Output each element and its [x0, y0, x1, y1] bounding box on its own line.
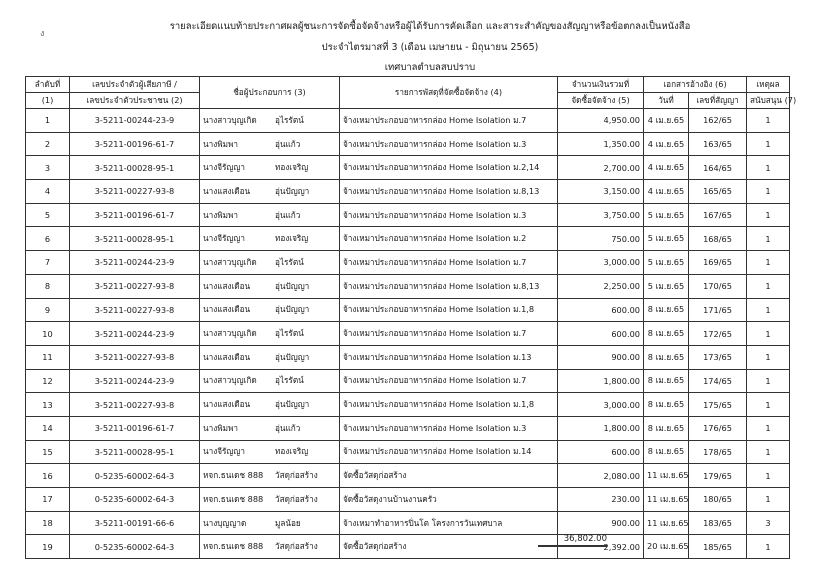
- vendor-name: [200, 464, 340, 488]
- table-row: [26, 322, 790, 346]
- vendor-first-name: นางสาวบุญเกิด: [203, 114, 257, 125]
- vendor-name: [200, 345, 340, 369]
- tax-id: 3-5211-00028-95-1: [70, 227, 200, 251]
- reference-date: 5 เม.ย.65: [644, 251, 689, 275]
- amount: 3,150.00: [558, 180, 644, 204]
- row-number: 14: [26, 416, 70, 440]
- reference-date: 5 เม.ย.65: [644, 203, 689, 227]
- item-description: จ้างเหมาประกอบอาหารกล่อง Home Isolation ม.7: [340, 251, 558, 275]
- item-description: จ้างเหมาทำอาหารปิ่นโต โครงการวันเทศบาล: [340, 511, 558, 535]
- col-no-header: ลำดับที่: [26, 77, 70, 93]
- reason-code: 1: [747, 345, 790, 369]
- table-body: [26, 109, 790, 559]
- vendor-name: [200, 180, 340, 204]
- table-row: [26, 440, 790, 464]
- item-description: จ้างเหมาประกอบอาหารกล่อง Home Isolation ม.3: [340, 203, 558, 227]
- contract-number: 170/65: [689, 274, 747, 298]
- row-number: 5: [26, 203, 70, 227]
- amount: 4,950.00: [558, 109, 644, 133]
- row-number: 7: [26, 251, 70, 275]
- table-row: [26, 109, 790, 133]
- table-row: [26, 369, 790, 393]
- reason-code: 1: [747, 274, 790, 298]
- col-reason-subheader: สนับสนุน (7): [747, 93, 790, 109]
- reference-date: 5 เม.ย.65: [644, 274, 689, 298]
- item-description: จ้างเหมาประกอบอาหารกล่อง Home Isolation ม.3: [340, 416, 558, 440]
- vendor-first-name: นางแสงเดือน: [203, 304, 251, 315]
- procurement-table: [25, 76, 797, 559]
- reference-date: 20 เม.ย.65: [644, 535, 689, 559]
- tax-id: 0-5235-60002-64-3: [70, 488, 200, 512]
- row-number: 11: [26, 345, 70, 369]
- row-number: 12: [26, 369, 70, 393]
- vendor-name: [200, 440, 340, 464]
- vendor-last-name: อุไรรัตน์: [275, 256, 304, 267]
- vendor-last-name: อุ่นแก้ว: [275, 209, 301, 220]
- col-contract-header: เลขที่สัญญา: [689, 93, 747, 109]
- reason-code: 1: [747, 156, 790, 180]
- item-description: จ้างเหมาประกอบอาหารกล่อง Home Isolation ม.7: [340, 322, 558, 346]
- item-description: จ้างเหมาประกอบอาหารกล่อง Home Isolation ม.1,8: [340, 298, 558, 322]
- reference-date: 5 เม.ย.65: [644, 227, 689, 251]
- reference-date: 4 เม.ย.65: [644, 156, 689, 180]
- row-number: 2: [26, 132, 70, 156]
- vendor-name: [200, 535, 340, 559]
- reason-code: 1: [747, 227, 790, 251]
- reference-date: 8 เม.ย.65: [644, 393, 689, 417]
- vendor-first-name: นางบุญญาด: [203, 517, 247, 528]
- vendor-name: [200, 322, 340, 346]
- item-description: จ้างเหมาประกอบอาหารกล่อง Home Isolation ม.2: [340, 227, 558, 251]
- table-row: [26, 156, 790, 180]
- item-description: จ้างเหมาประกอบอาหารกล่อง Home Isolation ม.13: [340, 345, 558, 369]
- amount: 2,080.00: [558, 464, 644, 488]
- reason-code: 1: [747, 180, 790, 204]
- contract-number: 164/65: [689, 156, 747, 180]
- contract-number: 162/65: [689, 109, 747, 133]
- vendor-last-name: อุไรรัตน์: [275, 375, 304, 386]
- col-taxid-header: เลขประจำตัวผู้เสียภาษี /: [70, 77, 200, 93]
- col-taxid-subheader: เลขประจำตัวประชาชน (2): [70, 93, 200, 109]
- amount: 1,800.00: [558, 369, 644, 393]
- table-row: [26, 251, 790, 275]
- col-amount-subheader: จัดซื้อจัดจ้าง (5): [558, 93, 644, 109]
- vendor-first-name: นางพิมพา: [203, 422, 238, 433]
- tax-id: 3-5211-00191-66-6: [70, 511, 200, 535]
- contract-number: 174/65: [689, 369, 747, 393]
- vendor-last-name: อุ่นแก้ว: [275, 138, 301, 149]
- amount: 600.00: [558, 322, 644, 346]
- grand-total: 36,802.00: [538, 534, 607, 547]
- vendor-last-name: ทองเจริญ: [275, 233, 309, 244]
- contract-number: 176/65: [689, 416, 747, 440]
- tax-id: 3-5211-00227-93-8: [70, 298, 200, 322]
- vendor-first-name: นางพิมพา: [203, 209, 238, 220]
- item-description: จ้างเหมาประกอบอาหารกล่อง Home Isolation ม.8,13: [340, 180, 558, 204]
- contract-number: 178/65: [689, 440, 747, 464]
- table-row: [26, 464, 790, 488]
- contract-number: 165/65: [689, 180, 747, 204]
- vendor-name: [200, 416, 340, 440]
- vendor-name: [200, 109, 340, 133]
- contract-number: 185/65: [689, 535, 747, 559]
- reason-code: 1: [747, 416, 790, 440]
- amount: 2,392.00: [558, 535, 644, 559]
- reason-code: 1: [747, 322, 790, 346]
- vendor-name: [200, 156, 340, 180]
- vendor-last-name: ทองเจริญ: [275, 446, 309, 457]
- tax-id: 3-5211-00227-93-8: [70, 345, 200, 369]
- amount: 3,750.00: [558, 203, 644, 227]
- col-reason-header: เหตุผล: [747, 77, 790, 93]
- reference-date: 8 เม.ย.65: [644, 345, 689, 369]
- tax-id: 3-5211-00196-61-7: [70, 132, 200, 156]
- item-description: จ้างเหมาประกอบอาหารกล่อง Home Isolation ม.7: [340, 109, 558, 133]
- reason-code: 3: [747, 511, 790, 535]
- vendor-last-name: อุ่นปัญญา: [275, 351, 310, 362]
- vendor-name: [200, 251, 340, 275]
- vendor-name: [200, 298, 340, 322]
- reference-date: 11 เม.ย.65: [644, 464, 689, 488]
- contract-number: 172/65: [689, 322, 747, 346]
- reference-date: 8 เม.ย.65: [644, 369, 689, 393]
- vendor-first-name: นางแสงเดือน: [203, 185, 251, 196]
- vendor-first-name: หจก.ธนเดช 888: [203, 493, 264, 504]
- row-number: 13: [26, 393, 70, 417]
- tax-id: 0-5235-60002-64-3: [70, 464, 200, 488]
- vendor-last-name: อุ่นแก้ว: [275, 422, 301, 433]
- vendor-name: [200, 488, 340, 512]
- col-item-header: รายการพัสดุที่จัดซื้อจัดจ้าง (4): [340, 77, 558, 109]
- table-row: [26, 227, 790, 251]
- reason-code: 1: [747, 464, 790, 488]
- reason-code: 1: [747, 109, 790, 133]
- row-number: 19: [26, 535, 70, 559]
- reference-date: 4 เม.ย.65: [644, 109, 689, 133]
- amount: 750.00: [558, 227, 644, 251]
- contract-number: 183/65: [689, 511, 747, 535]
- vendor-name: [200, 227, 340, 251]
- vendor-first-name: หจก.ธนเดช 888: [203, 541, 264, 552]
- reference-date: 8 เม.ย.65: [644, 416, 689, 440]
- amount: 2,250.00: [558, 274, 644, 298]
- reference-date: 8 เม.ย.65: [644, 298, 689, 322]
- contract-number: 180/65: [689, 488, 747, 512]
- reference-date: 11 เม.ย.65: [644, 488, 689, 512]
- table-row: [26, 298, 790, 322]
- table-row: [26, 274, 790, 298]
- item-description: จัดซื้อวัสดุก่อสร้าง: [340, 464, 558, 488]
- reference-date: 4 เม.ย.65: [644, 180, 689, 204]
- row-number: 3: [26, 156, 70, 180]
- vendor-first-name: นางแสงเดือน: [203, 280, 251, 291]
- item-description: จ้างเหมาประกอบอาหารกล่อง Home Isolation ม.2,14: [340, 156, 558, 180]
- vendor-name: [200, 203, 340, 227]
- reference-date: 4 เม.ย.65: [644, 132, 689, 156]
- reason-code: 1: [747, 298, 790, 322]
- tax-id: 3-5211-00244-23-9: [70, 251, 200, 275]
- amount: 1,800.00: [558, 416, 644, 440]
- row-number: 18: [26, 511, 70, 535]
- scan-mark: ง: [40, 29, 45, 39]
- reason-code: 1: [747, 251, 790, 275]
- vendor-name: [200, 511, 340, 535]
- reason-code: 1: [747, 369, 790, 393]
- amount: 900.00: [558, 511, 644, 535]
- table-row: [26, 345, 790, 369]
- item-description: จ้างเหมาประกอบอาหารกล่อง Home Isolation ม.8,13: [340, 274, 558, 298]
- vendor-last-name: อุ่นปัญญา: [275, 399, 310, 410]
- amount: 3,000.00: [558, 393, 644, 417]
- table-row: [26, 393, 790, 417]
- vendor-first-name: นางจีรัญญา: [203, 446, 245, 457]
- col-vendor-header: ชื่อผู้ประกอบการ (3): [200, 77, 340, 109]
- row-number: 9: [26, 298, 70, 322]
- amount: 900.00: [558, 345, 644, 369]
- item-description: จ้างเหมาประกอบอาหารกล่อง Home Isolation ม.7: [340, 369, 558, 393]
- vendor-first-name: นางแสงเดือน: [203, 399, 251, 410]
- table-row: [26, 203, 790, 227]
- tax-id: 3-5211-00196-61-7: [70, 203, 200, 227]
- vendor-last-name: วัสดุก่อสร้าง: [275, 493, 318, 504]
- reason-code: 1: [747, 203, 790, 227]
- reason-code: 1: [747, 393, 790, 417]
- contract-number: 171/65: [689, 298, 747, 322]
- table-row: [26, 132, 790, 156]
- table-row: [26, 488, 790, 512]
- vendor-last-name: วัสดุก่อสร้าง: [275, 470, 318, 481]
- item-description: จัดซื้อวัสดุงานบ้านงานครัว: [340, 488, 558, 512]
- contract-number: 168/65: [689, 227, 747, 251]
- tax-id: 3-5211-00244-23-9: [70, 109, 200, 133]
- vendor-first-name: หจก.ธนเดช 888: [203, 470, 264, 481]
- row-number: 1: [26, 109, 70, 133]
- vendor-last-name: อุไรรัตน์: [275, 328, 304, 339]
- vendor-first-name: นางพิมพา: [203, 138, 238, 149]
- table-row: [26, 180, 790, 204]
- col-no-subheader: (1): [26, 93, 70, 109]
- reason-code: 1: [747, 535, 790, 559]
- reason-code: 1: [747, 132, 790, 156]
- vendor-last-name: อุ่นปัญญา: [275, 185, 310, 196]
- tax-id: 3-5211-00028-95-1: [70, 156, 200, 180]
- vendor-last-name: อุ่นปัญญา: [275, 304, 310, 315]
- tax-id: 3-5211-00227-93-8: [70, 274, 200, 298]
- table-row: [26, 511, 790, 535]
- contract-number: 167/65: [689, 203, 747, 227]
- vendor-name: [200, 393, 340, 417]
- tax-id: 3-5211-00244-23-9: [70, 369, 200, 393]
- row-number: 16: [26, 464, 70, 488]
- reference-date: 11 เม.ย.65: [644, 511, 689, 535]
- table-row: [26, 416, 790, 440]
- reference-date: 8 เม.ย.65: [644, 322, 689, 346]
- item-description: จัดซื้อวัสดุก่อสร้าง: [340, 535, 558, 559]
- tax-id: 3-5211-00196-61-7: [70, 416, 200, 440]
- vendor-first-name: นางสาวบุญเกิด: [203, 375, 257, 386]
- reason-code: 1: [747, 488, 790, 512]
- item-description: จ้างเหมาประกอบอาหารกล่อง Home Isolation ม.3: [340, 132, 558, 156]
- contract-number: 175/65: [689, 393, 747, 417]
- vendor-first-name: นางแสงเดือน: [203, 351, 251, 362]
- row-number: 15: [26, 440, 70, 464]
- amount: 1,350.00: [558, 132, 644, 156]
- vendor-name: [200, 274, 340, 298]
- vendor-name: [200, 132, 340, 156]
- row-number: 4: [26, 180, 70, 204]
- tax-id: 3-5211-00227-93-8: [70, 393, 200, 417]
- item-description: จ้างเหมาประกอบอาหารกล่อง Home Isolation ม.1,8: [340, 393, 558, 417]
- vendor-name: [200, 369, 340, 393]
- document-title: รายละเอียดแนบท้ายประกาศผลผู้ชนะการจัดซื้อจัดจ้างหรือผู้ได้รับการคัดเลือก และสาระสำคัญของสัญญาหรือข้อตกลงเป็นหนังสือ: [169, 21, 691, 32]
- contract-number: 173/65: [689, 345, 747, 369]
- amount: 230.00: [558, 488, 644, 512]
- tax-id: 3-5211-00244-23-9: [70, 322, 200, 346]
- reason-code: 1: [747, 440, 790, 464]
- row-number: 10: [26, 322, 70, 346]
- col-date-header: วันที่: [644, 93, 689, 109]
- vendor-first-name: นางสาวบุญเกิด: [203, 328, 257, 339]
- vendor-last-name: อุไรรัตน์: [275, 114, 304, 125]
- contract-number: 169/65: [689, 251, 747, 275]
- row-number: 8: [26, 274, 70, 298]
- vendor-last-name: อุ่นปัญญา: [275, 280, 310, 291]
- col-reference-header: เอกสารอ้างอิง (6): [644, 77, 747, 93]
- organization-name: เทศบาลตำบลสบปราบ: [384, 62, 476, 73]
- vendor-last-name: ทองเจริญ: [275, 162, 309, 173]
- contract-number: 163/65: [689, 132, 747, 156]
- row-number: 6: [26, 227, 70, 251]
- amount: 600.00: [558, 440, 644, 464]
- amount: 600.00: [558, 298, 644, 322]
- tax-id: 3-5211-00028-95-1: [70, 440, 200, 464]
- vendor-first-name: นางสาวบุญเกิด: [203, 256, 257, 267]
- tax-id: 3-5211-00227-93-8: [70, 180, 200, 204]
- document-period: ประจำไตรมาสที่ 3 (เดือน เมษายน - มิถุนายน 2565): [321, 42, 539, 53]
- tax-id: 0-5235-60002-64-3: [70, 535, 200, 559]
- contract-number: 179/65: [689, 464, 747, 488]
- col-amount-header: จำนวนเงินรวมที่: [558, 77, 644, 93]
- row-number: 17: [26, 488, 70, 512]
- vendor-last-name: มูลน้อย: [275, 517, 301, 528]
- vendor-last-name: วัสดุก่อสร้าง: [275, 541, 318, 552]
- item-description: จ้างเหมาประกอบอาหารกล่อง Home Isolation ม.14: [340, 440, 558, 464]
- vendor-first-name: นางจีรัญญา: [203, 162, 245, 173]
- vendor-first-name: นางจีรัญญา: [203, 233, 245, 244]
- amount: 2,700.00: [558, 156, 644, 180]
- reference-date: 8 เม.ย.65: [644, 440, 689, 464]
- table-row: [26, 535, 790, 559]
- amount: 3,000.00: [558, 251, 644, 275]
